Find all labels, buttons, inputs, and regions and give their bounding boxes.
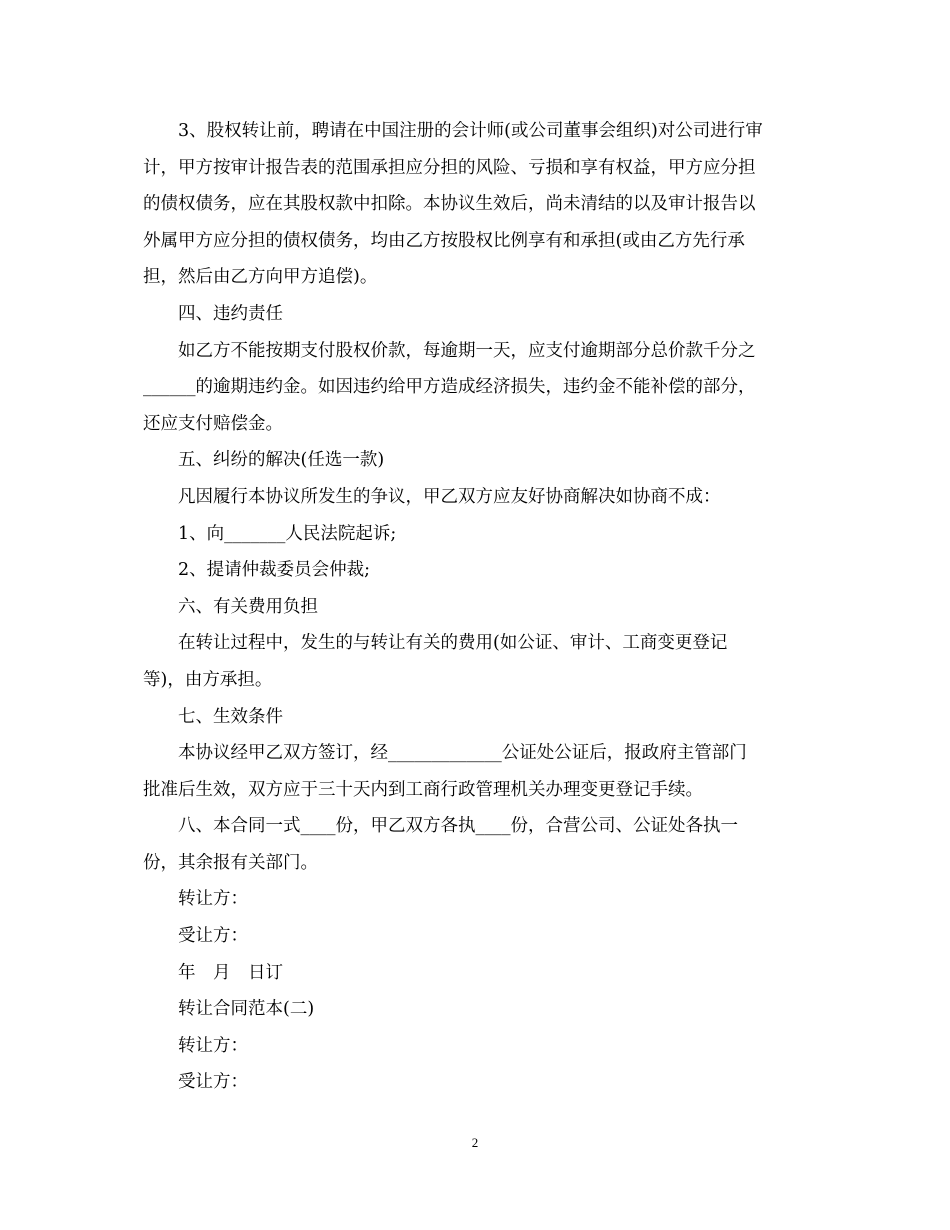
text-line: 2、提请仲裁委员会仲裁; bbox=[178, 560, 371, 581]
text-line: 八、本合同一式____份，甲乙双方各执____份，合营公司、公证处各执一 bbox=[178, 816, 738, 837]
paragraph bbox=[143, 625, 808, 698]
text-line: 凡因履行本协议所发生的争议，甲乙双方应友好协商解决如协商不成： bbox=[178, 486, 721, 507]
text-line: 在转让过程中，发生的与转让有关的费用(如公证、审计、工商变更登记 bbox=[178, 633, 728, 654]
paragraph bbox=[143, 589, 808, 626]
text-line: 批准后生效，双方应于三十天内到工商行政管理机关办理变更登记手续。 bbox=[143, 779, 703, 800]
text-line: 份，其余报有关部门。 bbox=[143, 852, 318, 873]
paragraph bbox=[143, 113, 808, 296]
text-line: 受让方： bbox=[178, 926, 248, 947]
paragraph bbox=[143, 881, 808, 918]
paragraph bbox=[143, 516, 808, 553]
text-line: 七、生效条件 bbox=[178, 706, 283, 727]
paragraph bbox=[143, 699, 808, 736]
paragraph bbox=[143, 955, 808, 992]
text-line: ______的逾期违约金。如因违约给甲方造成经济损失，违约金不能补偿的部分， bbox=[143, 377, 756, 398]
text-line: 外属甲方应分担的债权债务，均由乙方按股权比例享有和承担(或由乙方先行承 bbox=[143, 230, 745, 251]
text-line: 受让方： bbox=[178, 1072, 248, 1093]
text-line: 五、纠纷的解决(任选一款) bbox=[178, 450, 385, 471]
document-body bbox=[143, 113, 808, 1101]
page-number: 2 bbox=[471, 1135, 479, 1150]
text-line: 如乙方不能按期支付股权价款，每逾期一天，应支付逾期部分总价款千分之 bbox=[178, 340, 756, 361]
paragraph bbox=[143, 1028, 808, 1065]
paragraph bbox=[143, 479, 808, 516]
text-line: 本协议经甲乙双方签订，经_____________公证处公证后，报政府主管部门 bbox=[178, 743, 747, 764]
text-line: 等)，由方承担。 bbox=[143, 669, 273, 690]
paragraph bbox=[143, 442, 808, 479]
paragraph bbox=[143, 735, 808, 808]
text-line: 六、有关费用负担 bbox=[178, 596, 318, 617]
paragraph bbox=[143, 808, 808, 881]
paragraph bbox=[143, 333, 808, 443]
text-line: 3、股权转让前，聘请在中国注册的会计师(或公司董事会组织)对公司进行审 bbox=[178, 121, 763, 141]
paragraph bbox=[143, 552, 808, 589]
text-line: 转让合同范本(二) bbox=[178, 999, 315, 1020]
text-line: 转让方： bbox=[178, 1035, 248, 1056]
text-line: 计，甲方按审计报告表的范围承担应分担的风险、亏损和享有权益，甲方应分担 bbox=[143, 157, 756, 178]
paragraph bbox=[143, 296, 808, 333]
text-line: 的债权债务，应在其股权款中扣除。本协议生效后，尚未清结的以及审计报告以 bbox=[143, 194, 756, 215]
text-line: 1、向_______人民法院起诉; bbox=[178, 523, 397, 544]
paragraph bbox=[143, 1064, 808, 1101]
paragraph bbox=[143, 991, 808, 1028]
paragraph bbox=[143, 918, 808, 955]
text-line: 转让方： bbox=[178, 889, 248, 910]
text-line: 年 月 日订 bbox=[178, 962, 283, 983]
text-line: 还应支付赔偿金。 bbox=[143, 413, 283, 434]
text-line: 担，然后由乙方向甲方追偿)。 bbox=[143, 267, 378, 288]
text-line: 四、违约责任 bbox=[178, 303, 283, 324]
